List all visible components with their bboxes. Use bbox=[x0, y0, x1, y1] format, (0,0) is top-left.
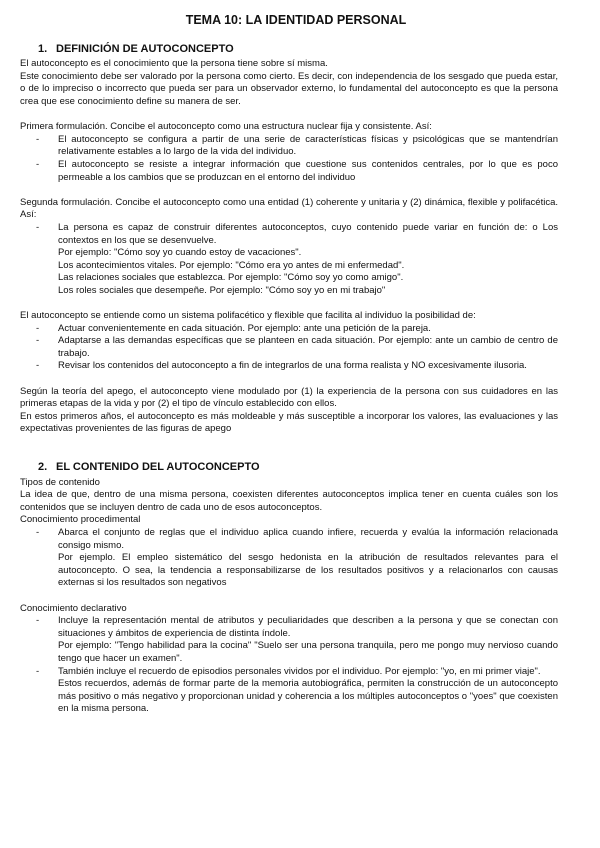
list-item: - Actuar convenientemente en cada situación. Por ejemplo: ante una petición de la pareja. bbox=[36, 322, 431, 334]
list-sub-item: Los roles sociales que desempeñe. Por ejemplo: "Cómo soy yo en mi trabajo" bbox=[58, 284, 386, 296]
subheading: Conocimiento procedimental bbox=[20, 514, 141, 526]
list bbox=[20, 134, 558, 184]
list-sub-item: Por ejemplo: "Tengo habilidad para la cocina" "Suelo ser una persona tranquila, pero me pongo muy nervioso cuando tengo que hacer un examen". bbox=[58, 640, 558, 664]
section-1-number: 1. bbox=[38, 42, 48, 55]
paragraph: El autoconcepto se entiende como un sistema polifacético y flexible que facilita al individuo la posibilidad de: bbox=[20, 310, 476, 322]
paragraph: Este conocimiento debe ser valorado por la persona como cierto. Es decir, con independencia de los sesgado que pueda estar, o de lo impreciso o incorrecto que pueda ser para un observador externo, lo fundamental del autoconcepto es que la persona crea que ese conocimiento define su manera de ser. bbox=[20, 70, 558, 107]
list-item: - Abarca el conjunto de reglas que el individuo aplica cuando infiere, recuerda y evalúa la información relacionada consigo mismo. Por ejemplo. El empleo sistemático del sesgo hedonista en la atribución de resultados relevantes para el autoconcepto. O sea, la tendencia a responsabilizarse de los resultados positivos y a relacionarlos con causas externas si los resultados son negativos bbox=[36, 526, 558, 589]
list-item: - La persona es capaz de construir diferentes autoconceptos, cuyo contenido puede variar en función de: o Los contextos en los que se desenvuelve. Por ejemplo: "Cómo soy yo cuando estoy de vacaciones". Los acontecimientos vitales. Por ejemplo: "Cómo era yo antes de mi enfermedad". Las relaciones sociales que establezca. Por ejemplo: "Cómo soy yo como amigo". Los roles sociales que desempeñe. Por ejemplo: "Cómo soy yo en mi trabajo" bbox=[36, 221, 558, 296]
list-sub-item: Por ejemplo: "Cómo soy yo cuando estoy de vacaciones". bbox=[58, 247, 302, 259]
list bbox=[20, 323, 558, 373]
paragraph: En estos primeros años, el autoconcepto es más moldeable y más susceptible a incorporar los valores, las evaluaciones y las expectativas provenientes de las figuras de apego bbox=[20, 410, 558, 435]
list bbox=[20, 615, 558, 716]
list bbox=[20, 527, 558, 590]
section-1-heading bbox=[38, 43, 558, 56]
list-sub-item: Por ejemplo. El empleo sistemático del sesgo hedonista en la atribución de resultados relevantes para el autoconcepto. O sea, la tendencia a responsabilizarse de los resultados positivos y a relacionarlos con causas externas si los resultados son negativos bbox=[58, 552, 558, 589]
list bbox=[20, 222, 558, 298]
list-sub-item: Estos recuerdos, además de formar parte de la memoria autobiográfica, permiten la construcción de un autoconcepto más positivo o más negativo y proporcionan unidad y coherencia a los múltiples autoconceptos o "yoes" que coexisten en la misma persona. bbox=[58, 678, 558, 715]
paragraph: Según la teoría del apego, el autoconcepto viene modulado por (1) la experiencia de la persona con sus cuidadores en las primeras etapas de la vida y por (2) el tipo de vínculo establecido con ellos. bbox=[20, 385, 558, 410]
list-item: - Adaptarse a las demandas específicas que se planteen en cada situación. Por ejemplo: ante un cambio de centro de trabajo. bbox=[36, 335, 558, 359]
section-1-title: DEFINICIÓN DE AUTOCONCEPTO bbox=[56, 42, 234, 55]
paragraph: Primera formulación. Concibe el autoconcepto como una estructura nuclear fija y consistente. Así: bbox=[20, 121, 432, 133]
document-page bbox=[20, 14, 558, 716]
list-item: - Revisar los contenidos del autoconcepto a fin de integrarlos de una forma realista y NO excesivamente ilusoria. bbox=[36, 360, 527, 372]
list-item: - El autoconcepto se resiste a integrar información que cuestione sus contenidos centrales, por lo que es poco permeable a los cambios que se produzcan en el entorno del individuo bbox=[36, 158, 558, 183]
list-item: - También incluye el recuerdo de episodios personales vividos por el individuo. Por ejemplo: "yo, en mi primer viaje". Estos recuerdos, además de formar parte de la memoria autobiográfica, permiten la construcción de un autoconcepto más positivo o más negativo y proporcionan unidad y coherencia a los múltiples autoconceptos o "yoes" que coexisten en la misma persona. bbox=[36, 665, 558, 715]
section-2-number: 2. bbox=[38, 461, 48, 473]
section-2-heading bbox=[38, 461, 558, 474]
paragraph: Segunda formulación. Concibe el autoconcepto como una entidad (1) coherente y unitaria y (2) dinámica, flexible y polifacética. Así: bbox=[20, 196, 558, 221]
section-2-title: EL CONTENIDO DEL AUTOCONCEPTO bbox=[56, 461, 260, 473]
list-item: - Incluye la representación mental de atributos y peculiaridades que describen a la persona y que se conectan con situaciones y ámbitos de experiencia de distinta índole. Por ejemplo: "Tengo habilidad para la cocina" "Suelo ser una persona tranquila, pero me pongo muy nervioso cuando tengo que hacer un examen". bbox=[36, 615, 558, 664]
paragraph: La idea de que, dentro de una misma persona, coexisten diferentes autoconceptos implica tener en cuenta cuáles son los contenidos que se incluyen dentro de cada uno de esos autoconceptos. bbox=[20, 489, 558, 513]
paragraph: El autoconcepto es el conocimiento que la persona tiene sobre sí misma. bbox=[20, 58, 328, 70]
document-title: TEMA 10: LA IDENTIDAD PERSONAL bbox=[185, 13, 407, 27]
list-sub-item: Los acontecimientos vitales. Por ejemplo: "Cómo era yo antes de mi enfermedad". bbox=[58, 259, 405, 271]
subheading: Conocimiento declarativo bbox=[20, 602, 127, 614]
subheading: Tipos de contenido bbox=[20, 476, 100, 488]
list-item: - El autoconcepto se configura a partir de una serie de características físicas y psicológicas que se mantendrían relativamente estables a lo largo de la vida del individuo. bbox=[36, 133, 558, 158]
list-sub-item: Las relaciones sociales que establezca. Por ejemplo: "Cómo soy yo como amigo". bbox=[58, 272, 404, 284]
